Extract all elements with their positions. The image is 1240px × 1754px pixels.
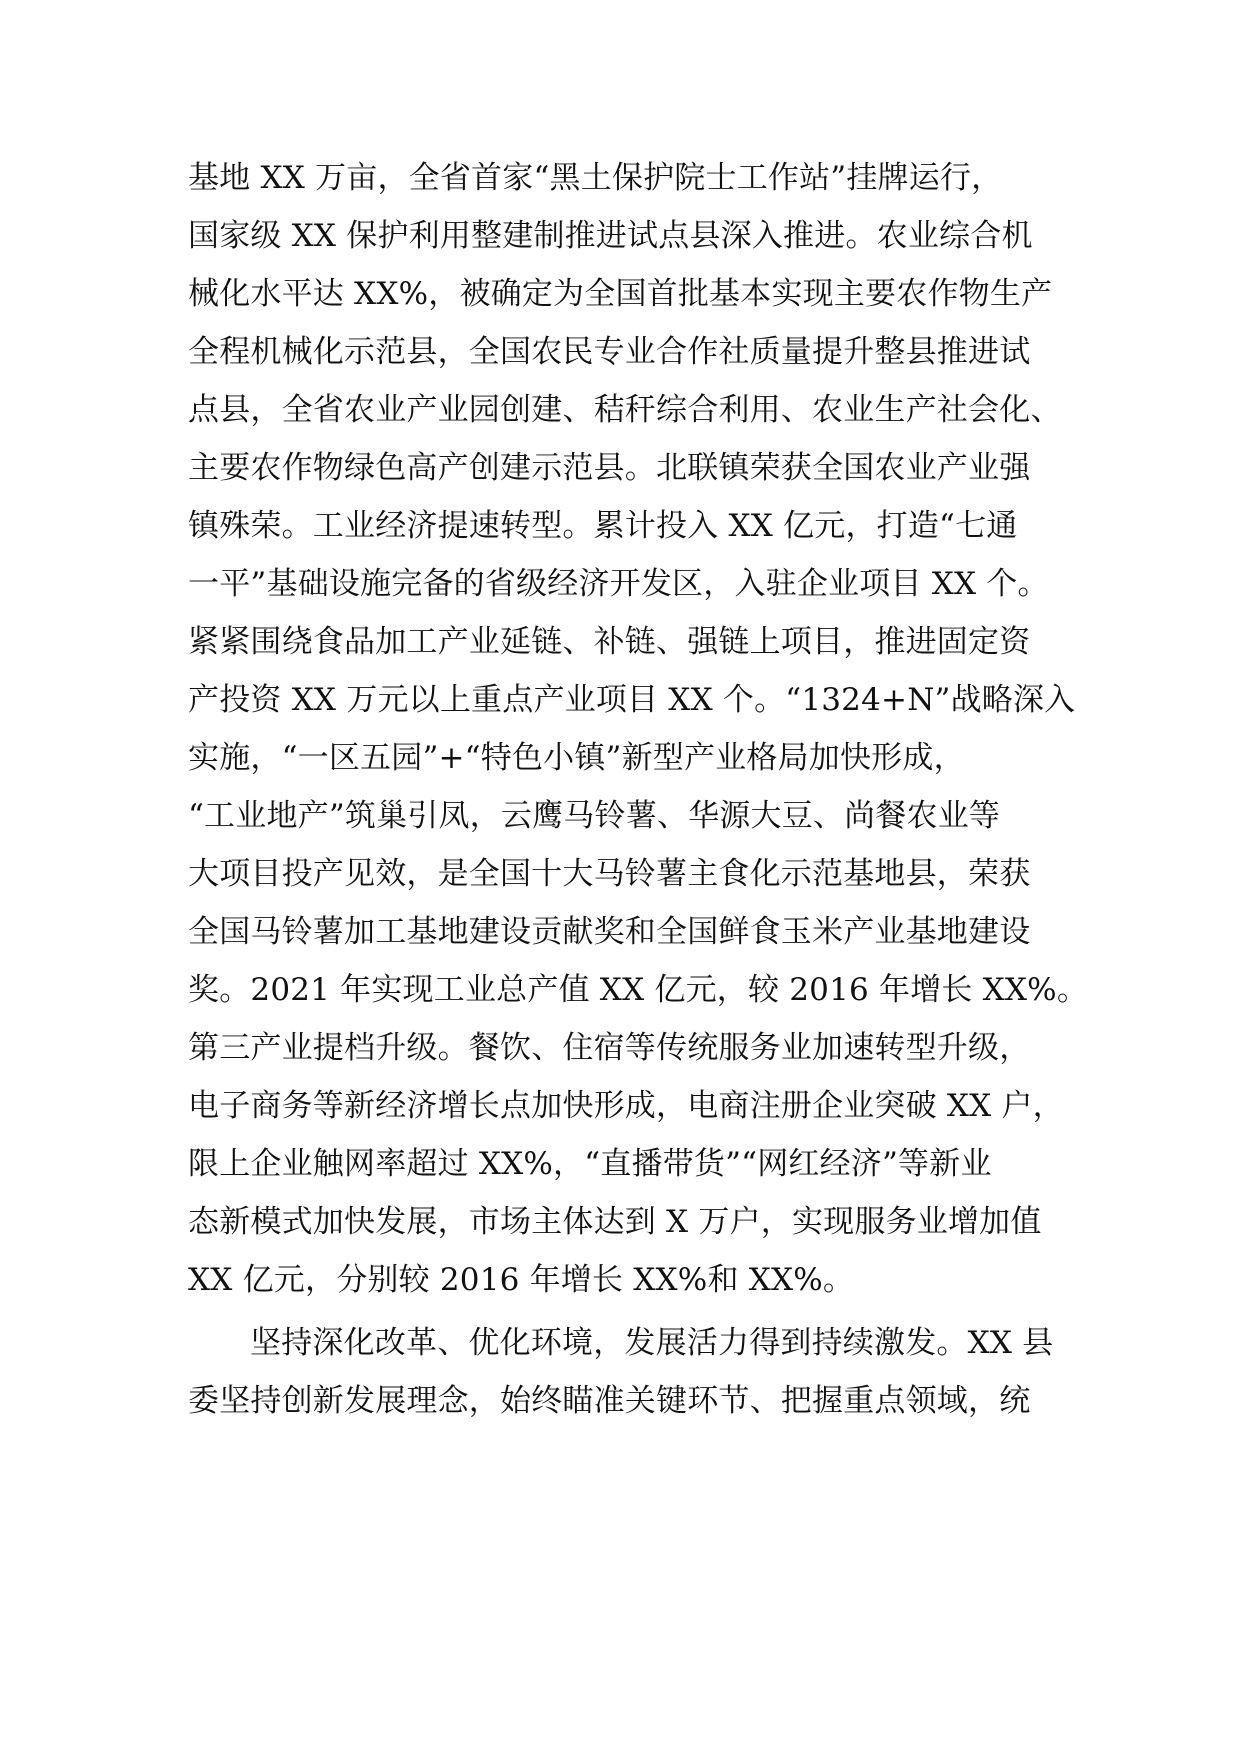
text-line: 大项目投产见效，是全国十大马铃薯主食化示范基地县，荣获 <box>188 856 1031 892</box>
text-line: 基地 XX 万亩，全省首家“黑土保护院士工作站”挂牌运行， <box>188 160 1003 196</box>
text-line: 主要农作物绿色高产创建示范县。北联镇荣获全国农业产业强 <box>188 450 1031 486</box>
text-line: 紧紧围绕食品加工产业延链、补链、强链上项目，推进固定资 <box>188 624 1031 660</box>
text-line: 奖。2021 年实现工业总产值 XX 亿元，较 2016 年增长 XX%。 <box>188 972 1089 1008</box>
text-line: 限上企业触网率超过 XX%，“直播带货”“网红经济”等新业 <box>188 1146 992 1182</box>
text-line: 一平”基础设施完备的省级经济开发区，入驻企业项目 XX 个。 <box>188 566 1049 602</box>
text-line: 产投资 XX 万元以上重点产业项目 XX 个。“1324+N”战略深入 <box>188 682 1076 718</box>
text-line: 镇殊荣。工业经济提速转型。累计投入 XX 亿元，打造“七通 <box>188 508 1018 544</box>
text-line: 电子商务等新经济增长点加快形成，电商注册企业突破 XX 户， <box>188 1088 1064 1124</box>
text-line: 点县，全省农业产业园创建、秸秆综合利用、农业生产社会化、 <box>188 392 1062 428</box>
text-line: 实施，“一区五园”+“特色小镇”新型产业格局加快形成， <box>188 740 965 776</box>
text-line: 全国马铃薯加工基地建设贡献奖和全国鲜食玉米产业基地建设 <box>188 914 1031 950</box>
text-line: 国家级 XX 保护利用整建制推进试点县深入推进。农业综合机 <box>188 218 1033 254</box>
text-line: 第三产业提档升级。餐饮、住宿等传统服务业加速转型升级， <box>188 1030 1031 1066</box>
text-line: 械化水平达 XX%，被确定为全国首批基本实现主要农作物生产 <box>188 276 1053 312</box>
text-line: 态新模式加快发展，市场主体达到 X 万户，实现服务业增加值 <box>188 1204 1042 1240</box>
text-line: 全程机械化示范县，全国农民专业合作社质量提升整县推进试 <box>188 334 1031 370</box>
paragraph-first-line: 坚持深化改革、优化环境，发展活力得到持续激发。XX 县 <box>250 1325 1054 1361</box>
text-line: “工业地产”筑巢引凤，云鹰马铃薯、华源大豆、尚餐农业等 <box>188 798 1001 834</box>
text-line: 委坚持创新发展理念，始终瞄准关键环节、把握重点领域，统 <box>188 1383 1031 1419</box>
text-line: XX 亿元，分别较 2016 年增长 XX%和 XX%。 <box>188 1262 855 1298</box>
